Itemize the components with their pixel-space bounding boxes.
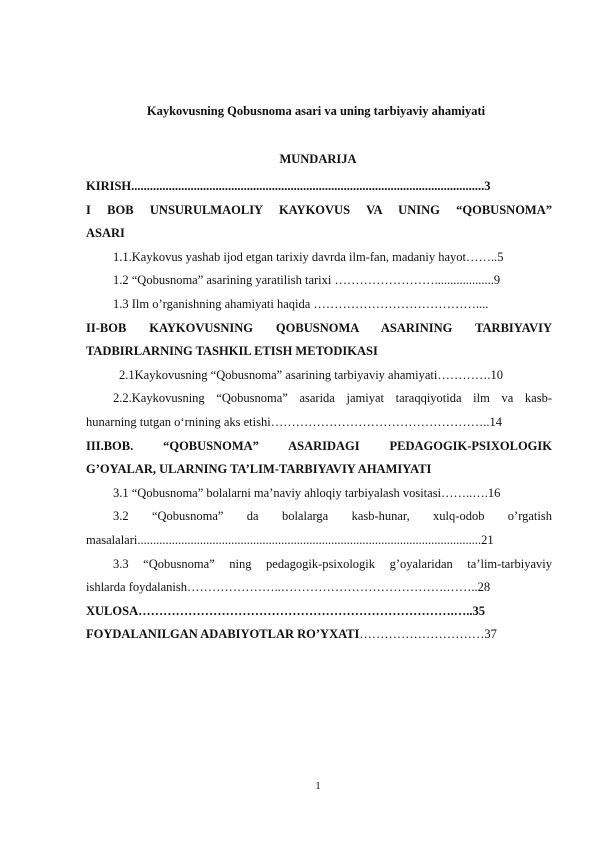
toc-entry-kirish <box>86 175 552 199</box>
toc-section-1-1: 1.1.Kaykovus yashab ijod etgan tarixiy davrda ilm-fan, madaniy hayot……..5 <box>113 249 504 264</box>
toc-chapter-3-title-cont: G’OYALAR, ULARNING TA’LIM-TARBIYAVIY AHAMIYATI <box>86 462 432 477</box>
toc-chapter-1-title-cont: ASARI <box>86 226 125 241</box>
toc-kirish-text: KIRISH.................................................................................................................3 <box>86 179 491 193</box>
toc-section-2-2-cont: hunarning tutgan o‘rnining aks etishi……………………………………………..14 <box>86 414 502 429</box>
toc-chapter-3-title: III.BOB. “QOBUSNOMA” ASARIDAGI PEDAGOGIK-PSIXOLOGIK <box>86 438 552 453</box>
toc-adabiyot-dots: …………………………37 <box>359 627 497 642</box>
toc-section-3-2-cont: masalalari..............................................................................................................21 <box>86 532 494 547</box>
toc-xulosa: XULOSA………………………………………………………………….…..35 <box>86 603 485 618</box>
toc-chapter-1-title: I BOB UNSURULMAOLIY KAYKOVUS VA UNING “QOBUSNOMA” <box>86 202 552 217</box>
toc-adabiyot-label: FOYDALANILGAN ADABIYOTLAR RO’YXATI <box>86 627 360 642</box>
document-title: Kaykovusning Qobusnoma asari va uning tarbiyaviy ahamiyati <box>146 104 486 118</box>
toc-section-3-3: 3.3 “Qobusnoma” ning pedagogik-psixologik g’oyalaridan ta’lim-tarbiyaviy <box>113 556 552 571</box>
contents-heading: MUNDARIJA <box>279 152 357 166</box>
toc-section-2-1: 2.1Kaykovusning “Qobusnoma” asarining tarbiyaviy ahamiyati………….10 <box>119 367 503 382</box>
toc-section-2-2: 2.2.Kaykovusning “Qobusnoma” asarida jamiyat taraqqiyotida ilm va kasb- <box>113 391 552 406</box>
toc-section-3-2: 3.2 “Qobusnoma” da bolalarga kasb-hunar, xulq-odob o’rgatish <box>113 509 552 524</box>
toc-section-3-3-cont: ishlarda foydalanish…………………..………………………………….……..28 <box>86 580 491 595</box>
page-number: 1 <box>315 780 321 792</box>
toc-section-1-3: 1.3 Ilm o’rganishning ahamiyati haqida ………………………………….... <box>113 296 489 311</box>
toc-adabiyot <box>86 623 552 647</box>
toc-section-3-1: 3.1 “Qobusnoma” bolalarni ma’naviy ahloqiy tarbiyalash vositasi……..….16 <box>113 485 501 500</box>
toc-chapter-2-title-cont: TADBIRLARNING TASHKIL ETISH METODIKASI <box>86 344 378 359</box>
toc-chapter-2-title: II-BOB KAYKOVUSNING QOBUSNOMA ASARINING TARBIYAVIY <box>86 320 552 335</box>
table-of-contents <box>86 175 552 647</box>
toc-section-1-2: 1.2 “Qobusnoma” asarining yaratilish tarixi ……………………...................9 <box>113 273 501 288</box>
